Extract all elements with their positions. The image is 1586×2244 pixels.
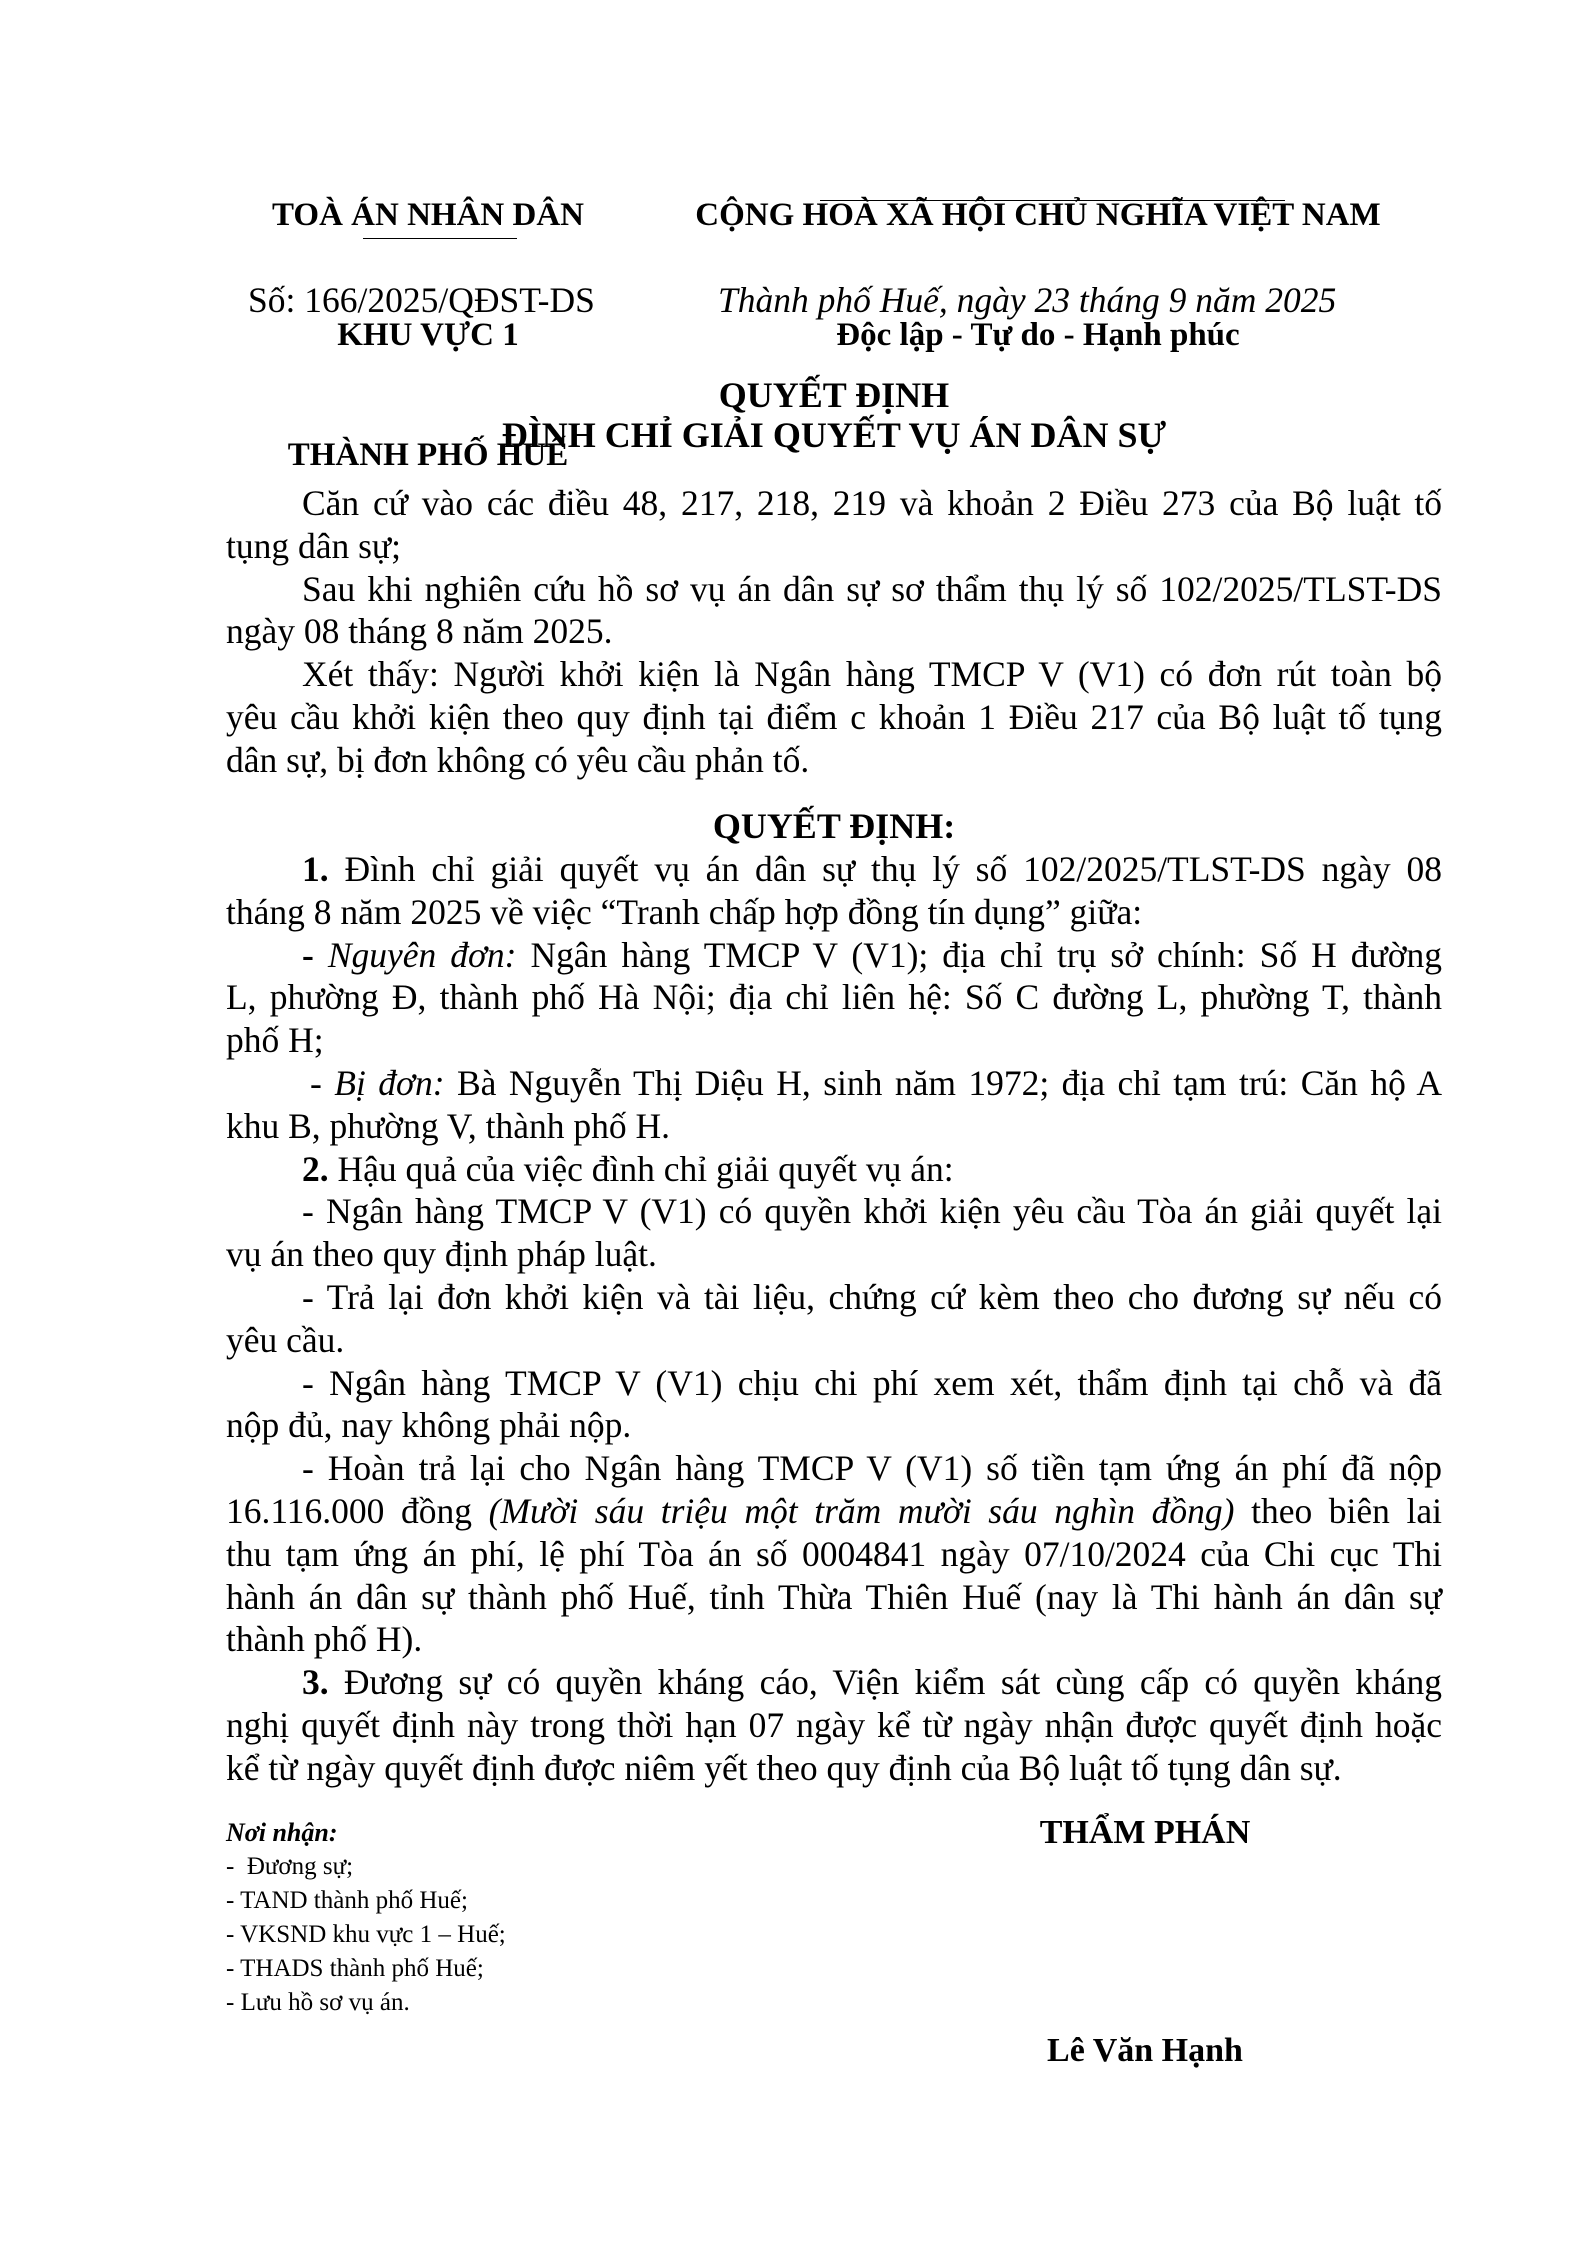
italic-text: Nguyên đơn: — [327, 934, 517, 975]
bold-text: 3. — [302, 1662, 329, 1703]
document-number: Số: 166/2025/QĐST-DS — [248, 280, 595, 320]
recipient-item: - THADS thành phố Huế; — [226, 1955, 484, 1982]
place-date: Thành phố Huế, ngày 23 tháng 9 năm 2025 — [718, 280, 1337, 320]
text-run: nghị quyết định này trong thời hạn 07 ngày kể từ ngày nhận được quyết định hoặc — [226, 1704, 1442, 1745]
decision-heading: QUYẾT ĐỊNH: — [712, 806, 956, 846]
text-run: kể từ ngày quyết định được niêm yết theo quy định của Bộ luật tố tụng dân sự. — [226, 1747, 1342, 1788]
text-run — [314, 935, 328, 975]
court-name-line-1: TOÀ ÁN NHÂN DÂN — [272, 197, 584, 233]
court-name-line-2: KHU VỰC 1 — [337, 317, 519, 353]
text-line — [226, 653, 1442, 696]
recipients-heading: Nơi nhận: — [226, 1818, 338, 1847]
recipient-item: - Đương sự; — [226, 1853, 354, 1880]
text-run: L, phường Đ, thành phố Hà Nội; địa chỉ liên hệ: Số C đường L, phường T, thành — [226, 977, 1442, 1018]
text-run: tháng 8 năm 2025 về việc “Tranh chấp hợp đồng tín dụng” giữa: — [226, 891, 1143, 932]
signer-name: Lê Văn Hạnh — [1047, 2032, 1243, 2069]
bold-text: - — [302, 934, 314, 975]
text-run: thành phố H). — [226, 1619, 423, 1660]
text-line — [226, 696, 1442, 739]
text-line — [226, 568, 1442, 611]
text-line — [226, 934, 1442, 977]
text-run: Hậu quả của việc đình chỉ giải quyết vụ án: — [328, 1148, 954, 1189]
national-header-block — [640, 115, 1436, 395]
text-line — [226, 739, 1442, 782]
text-line — [226, 976, 1442, 1019]
signer-title: THẨM PHÁN — [1039, 1814, 1251, 1851]
text-run: vụ án theo quy định pháp luật. — [226, 1234, 657, 1275]
text-line — [226, 1618, 1442, 1661]
text-line — [226, 1062, 1442, 1105]
text-run: - Ngân hàng TMCP V (V1) có quyền khởi kiện yêu cầu Tòa án giải quyết lại — [302, 1191, 1442, 1232]
bold-text: 2. — [302, 1148, 329, 1189]
text-line — [226, 482, 1442, 525]
text-run: tụng dân sự; — [226, 525, 402, 566]
text-line — [226, 848, 1442, 891]
text-line — [226, 1704, 1442, 1747]
text-run: Đình chỉ giải quyết vụ án dân sự thụ lý số 102/2025/TLST-DS ngày 08 — [328, 849, 1442, 889]
text-run: dân sự, bị đơn không có yêu cầu phản tố. — [226, 739, 810, 780]
text-run: Đương sự có quyền kháng cáo, Viện kiểm sát cùng cấp có quyền kháng — [328, 1662, 1442, 1703]
national-motto: Độc lập - Tự do - Hạnh phúc — [836, 317, 1240, 353]
text-line — [226, 1533, 1442, 1576]
text-run: 16.116.000 đồng — [226, 1490, 489, 1531]
text-run: yêu cầu. — [226, 1319, 345, 1360]
text-run: khu B, phường V, thành phố H. — [226, 1105, 670, 1146]
text-run: - Ngân hàng TMCP V (V1) chịu chi phí xem xét, thẩm định tại chỗ và đã — [302, 1362, 1442, 1403]
text-line — [226, 1490, 1442, 1533]
text-run: - Trả lại đơn khởi kiện và tài liệu, chứng cứ kèm theo cho đương sự nếu có — [302, 1276, 1442, 1317]
text-line — [226, 1447, 1442, 1490]
bold-text: 1. — [302, 849, 329, 889]
motto-underline — [820, 200, 1285, 201]
text-line — [226, 1319, 1442, 1362]
text-run: Xét thấy: Người khởi kiện là Ngân hàng TMCP V (V1) có đơn rút toàn bộ — [302, 654, 1442, 695]
text-line — [226, 1148, 1442, 1191]
text-run: thu tạm ứng án phí, lệ phí Tòa án số 0004841 ngày 07/10/2024 của Chi cục Thi — [226, 1533, 1442, 1574]
text-line — [226, 1747, 1442, 1790]
text-run: - Hoàn trả lại cho Ngân hàng TMCP V (V1) số tiền tạm ứng án phí đã nộp — [302, 1448, 1442, 1489]
text-run: ngày 08 tháng 8 năm 2025. — [226, 611, 613, 652]
document-subtitle: ĐÌNH CHỈ GIẢI QUYẾT VỤ ÁN DÂN SỰ — [501, 415, 1167, 455]
text-run: - — [310, 1062, 335, 1103]
text-line — [226, 1661, 1442, 1704]
recipient-item: - VKSND khu vực 1 – Huế; — [226, 1921, 506, 1948]
text-line — [226, 1576, 1442, 1619]
recipients-block — [226, 1816, 506, 2020]
text-run: hành án dân sự thành phố Huế, tỉnh Thừa Thiên Huế (nay là Thi hành án dân sự — [226, 1576, 1442, 1617]
text-line — [226, 1404, 1442, 1447]
text-line — [226, 1105, 1442, 1148]
text-line — [226, 891, 1442, 934]
text-line — [226, 610, 1442, 653]
text-line — [226, 1276, 1442, 1319]
text-run: nộp đủ, nay không phải nộp. — [226, 1405, 632, 1446]
preamble-section — [226, 482, 1442, 782]
nation-name: CỘNG HOÀ XÃ HỘI CHỦ NGHĨA VIỆT NAM — [695, 197, 1381, 233]
text-line — [226, 1362, 1442, 1405]
text-line — [226, 1019, 1442, 1062]
text-line — [226, 525, 1442, 568]
decision-section — [226, 848, 1442, 1790]
text-line — [226, 1190, 1442, 1233]
text-line — [226, 1233, 1442, 1276]
recipient-item: - TAND thành phố Huế; — [226, 1887, 468, 1914]
recipient-item: - Lưu hồ sơ vụ án. — [226, 1989, 410, 2016]
italic-text: (Mười sáu triệu một trăm mười sáu nghìn đồng) — [488, 1490, 1235, 1531]
text-run: Sau khi nghiên cứu hồ sơ vụ án dân sự sơ thẩm thụ lý số 102/2025/TLST-DS — [302, 568, 1442, 609]
text-run: theo biên lai — [1234, 1490, 1442, 1531]
text-run: Ngân hàng TMCP V (V1); địa chỉ trụ sở chính: Số H đường — [516, 934, 1443, 975]
court-name-underline — [363, 238, 517, 239]
text-run: Căn cứ vào các điều 48, 217, 218, 219 và khoản 2 Điều 273 của Bộ luật tố — [302, 483, 1442, 523]
text-run: phố H; — [226, 1020, 324, 1061]
text-run: Bà Nguyễn Thị Diệu H, sinh năm 1972; địa chỉ tạm trú: Căn hộ A — [444, 1062, 1442, 1103]
court-name-line-3: THÀNH PHỐ HUẾ — [287, 437, 569, 473]
document-title: QUYẾT ĐỊNH — [718, 375, 950, 415]
italic-text: Bị đơn: — [334, 1062, 445, 1103]
text-run: yêu cầu khởi kiện theo quy định tại điểm c khoản 1 Điều 217 của Bộ luật tố tụng — [226, 696, 1442, 737]
